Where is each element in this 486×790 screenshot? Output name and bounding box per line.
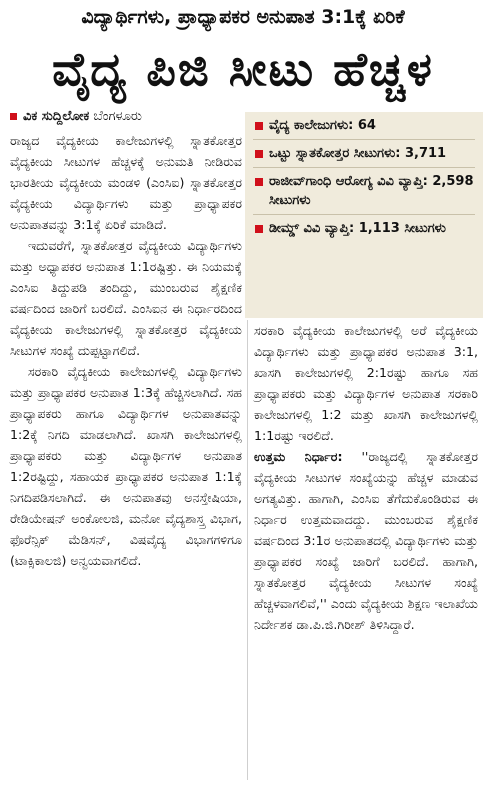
column-divider bbox=[247, 320, 248, 780]
article-paragraph: ಸರಕಾರಿ ವೈದ್ಯಕೀಯ ಕಾಲೇಜುಗಳಲ್ಲಿ ಅರೆ ವೈದ್ಯಕೀಯ ವಿದ್ಯಾರ್ಥಿಗಳು ಮತ್ತು ಪ್ರಾಧ್ಯಾಪಕರ ಅನುಪಾತ 3:1, ಖಾಸಗಿ ಕಾಲೇಜುಗಳಲ್ಲಿ 2:1ರಷ್ಟು ಹಾಗೂ ಸಹ ಪ್ರಾಧ್ಯಾಪಕರು ಮತ್ತು ವಿದ್ಯಾರ್ಥಿಗಳ ಅನುಪಾತ ಸರಕಾರಿ ಕಾಲೇಜುಗಳಲ್ಲಿ 1:2 ಮತ್ತು ಖಾಸಗಿ ಕಾಲೇಜುಗಳಲ್ಲಿ 1:1ರಷ್ಟು ಇರಲಿದೆ. bbox=[254, 323, 478, 443]
fact-item bbox=[253, 215, 475, 242]
kicker-headline: ವಿದ್ಯಾರ್ಥಿಗಳು, ಪ್ರಾಧ್ಯಾಪಕರ ಅನುಪಾತ 3:1ಕ್ಕೆ ಏರಿಕೆ bbox=[81, 6, 405, 28]
square-bullet-icon bbox=[255, 178, 263, 186]
article-left-column bbox=[10, 130, 242, 571]
article-right-column bbox=[254, 320, 478, 635]
byline-place: ಬೆಂಗಳೂರು bbox=[93, 109, 142, 124]
square-bullet-icon bbox=[255, 225, 263, 233]
fact-item bbox=[253, 168, 475, 215]
fact-box bbox=[245, 112, 483, 318]
article-paragraph: ಸರಕಾರಿ ವೈದ್ಯಕೀಯ ಕಾಲೇಜುಗಳಲ್ಲಿ ವಿದ್ಯಾರ್ಥಿಗಳು ಮತ್ತು ಪ್ರಾಧ್ಯಾಪಕರ ಅನುಪಾತ 1:3ಕ್ಕೆ ಹೆಚ್ಚಿಸಲಾಗಿದೆ. ಸಹ ಪ್ರಾಧ್ಯಾಪಕರು ಹಾಗೂ ವಿದ್ಯಾರ್ಥಿಗಳ ಅನುಪಾತವನ್ನು 1:2ಕ್ಕೆ ನಿಗದಿ ಮಾಡಲಾಗಿದೆ. ಖಾಸಗಿ ಕಾಲೇಜುಗಳಲ್ಲಿ ಪ್ರಾಧ್ಯಾಪಕರು ಮತ್ತು ವಿದ್ಯಾರ್ಥಿಗಳ ಅನುಪಾತ 1:2ರಷ್ಟಿದ್ದು, ಸಹಾಯಕ ಪ್ರಾಧ್ಯಾಪಕರ ಅನುಪಾತ 1:1ಕ್ಕೆ ನಿಗದಿಪಡಿಸಲಾಗಿದೆ. ಈ ಅನುಪಾತವು ಅನಸ್ತೇಷಿಯಾ, ರೇಡಿಯೇಷನ್ ಅಂಕೋಲಜಿ, ಮನೋ ವೈದ್ಯಶಾಸ್ತ್ರ ವಿಭಾಗ, ಫೊರೆನ್ಸಿಕ್ ಮೆಡಿಸನ್, ವಿಷವೈದ್ಯ ವಿಭಾಗಗಳಿಗೂ (ಟಾಕ್ಸಿಕಾಲಜಿ) ಅನ್ವಯವಾಗಲಿದೆ. bbox=[10, 364, 242, 568]
fact-text: ವೈದ್ಯ ಕಾಲೇಜುಗಳು: 64 bbox=[269, 118, 376, 133]
square-bullet-icon bbox=[255, 122, 263, 130]
byline bbox=[10, 108, 240, 126]
fact-item bbox=[253, 112, 475, 140]
main-headline: ವೈದ್ಯ ಪಿಜಿ ಸೀಟು ಹೆಚ್ಚಳ bbox=[52, 42, 434, 96]
fact-item bbox=[253, 140, 475, 168]
article-paragraph bbox=[254, 446, 478, 635]
square-bullet-icon bbox=[255, 150, 263, 158]
fact-text: ಡೀಮ್ಡ್ ವಿವಿ ವ್ಯಾಪ್ತಿ: 1,113 ಸೀಟುಗಳು bbox=[269, 221, 446, 236]
fact-text: ರಾಜೀವ್‌ಗಾಂಧಿ ಆರೋಗ್ಯ ವಿವಿ ವ್ಯಾಪ್ತಿ: 2,598 ಸೀಟುಗಳು bbox=[269, 174, 474, 208]
quote-text: ''ರಾಜ್ಯದಲ್ಲಿ ಸ್ನಾತಕೋತ್ತರ ವೈದ್ಯಕೀಯ ಸೀಟುಗಳ ಸಂಖ್ಯೆಯನ್ನು ಹೆಚ್ಚಳ ಮಾಡುವ ಅಗತ್ಯವಿತ್ತು. ಹಾಗಾಗಿ, ಎಂಸಿಐ ತೆಗೆದುಕೊಂಡಿರುವ ಈ ನಿರ್ಧಾರ ಉತ್ತಮವಾದದ್ದು. ಮುಂಬರುವ ಶೈಕ್ಷಣಿಕ ವರ್ಷದಿಂದ 3:1ರ ಅನುಪಾತದಲ್ಲಿ ವಿದ್ಯಾರ್ಥಿಗಳು ಮತ್ತು ಪ್ರಾಧ್ಯಾಪಕರ ಸಂಖ್ಯೆ ಜಾರಿಗೆ ಬರಲಿದೆ. ಹಾಗಾಗಿ, ಸ್ನಾತಕೋತ್ತರ ವೈದ್ಯಕೀಯ ಸೀಟುಗಳ ಸಂಖ್ಯೆ ಹೆಚ್ಚಳವಾಗಲಿವೆ,'' ಎಂದು ವೈದ್ಯಕೀಯ ಶಿಕ್ಷಣ ಇಲಾಖೆಯ ನಿರ್ದೇಶಕ ಡಾ.ಪಿ.ಜಿ.ಗಿರೀಶ್ ತಿಳಿಸಿದ್ದಾರೆ. bbox=[254, 449, 478, 632]
square-bullet-icon bbox=[10, 113, 17, 120]
byline-source: ವಿಕ ಸುದ್ದಿಲೋಕ bbox=[23, 109, 90, 124]
fact-text: ಒಟ್ಟು ಸ್ನಾತಕೋತ್ತರ ಸೀಟುಗಳು: 3,711 bbox=[269, 146, 447, 161]
subhead: ಉತ್ತಮ ನಿರ್ಧಾರ: bbox=[254, 449, 343, 464]
article-paragraph: ಇದುವರೆಗೆ, ಸ್ನಾತಕೋತ್ತರ ವೈದ್ಯಕೀಯ ವಿದ್ಯಾರ್ಥಿಗಳು ಮತ್ತು ಅಧ್ಯಾಪಕರ ಅನುಪಾತ 1:1ರಷ್ಟಿತ್ತು. ಈ ನಿಯಮಕ್ಕೆ ಎಂಸಿಐ ತಿದ್ದುಪಡಿ ತಂದಿದ್ದು, ಮುಂಬರುವ ಶೈಕ್ಷಣಿಕ ವರ್ಷದಿಂದ ಜಾರಿಗೆ ಬರಲಿದೆ. ಎಂಸಿಐನ ಈ ನಿರ್ಧಾರದಿಂದ ವೈದ್ಯಕೀಯ ಕಾಲೇಜುಗಳಲ್ಲಿ ಸ್ನಾತಕೋತ್ತರ ವೈದ್ಯಕೀಯ ಸೀಟುಗಳ ಸಂಖ್ಯೆ ದುಪ್ಪಟ್ಟಾಗಲಿದೆ. bbox=[10, 238, 242, 358]
article-paragraph: ರಾಜ್ಯದ ವೈದ್ಯಕೀಯ ಕಾಲೇಜುಗಳಲ್ಲಿ ಸ್ನಾತಕೋತ್ತರ ವೈದ್ಯಕೀಯ ಸೀಟುಗಳ ಹೆಚ್ಚಳಕ್ಕೆ ಅನುಮತಿ ನೀಡಿರುವ ಭಾರತೀಯ ವೈದ್ಯಕೀಯ ಮಂಡಳಿ (ಎಂಸಿಐ) ಸ್ನಾತಕೋತ್ತರ ವೈದ್ಯಕೀಯ ವಿದ್ಯಾರ್ಥಿಗಳು ಮತ್ತು ಪ್ರಾಧ್ಯಾಪಕರ ಅನುಪಾತವನ್ನು 3:1ಕ್ಕೆ ಏರಿಕೆ ಮಾಡಿದೆ. bbox=[10, 133, 242, 232]
